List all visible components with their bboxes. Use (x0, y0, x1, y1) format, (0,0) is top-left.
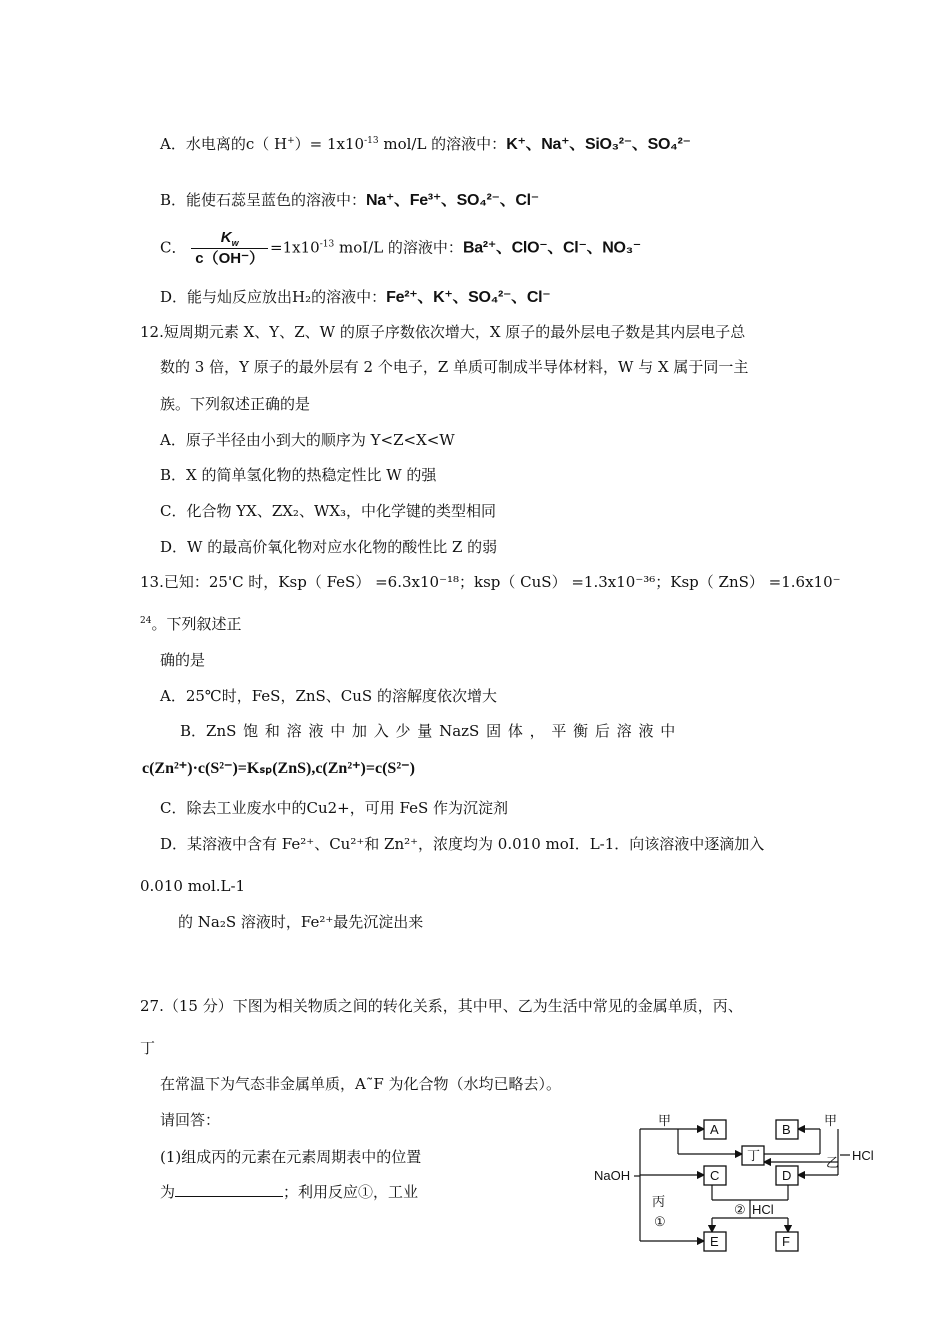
q11-c-ions: Ba²⁺、ClO⁻、Cl⁻、NO₃⁻ (462, 239, 641, 257)
q13-option-b-formula: c(Zn²⁺)·c(S²⁻)=Kₛₚ(ZnS),c(Zn²⁺)=c(S²⁻) (142, 760, 415, 777)
box-b-label: B (782, 1122, 791, 1137)
box-a-label: A (710, 1122, 719, 1137)
q12-stem-line1: 12.短周期元素 X、Y、Z、W 的原子序数依次增大，X 原子的最外层电子数是其内层电子总 (140, 323, 746, 341)
q13-option-a: A．25℃时，FeS，ZnS、CuS 的溶解度依次增大 (160, 687, 497, 705)
q13-option-b-line1: B．ZnS 饱 和 溶 液 中 加 入 少 量 NazS 固 体 ， 平 衡 后 溶 液 中 (180, 722, 676, 740)
bing-label: 丙 (652, 1194, 666, 1209)
q11-a-exp: -13 (364, 136, 379, 146)
q12-option-b: B．X 的简单氢化物的热稳定性比 W 的强 (160, 466, 437, 484)
q11-a-mid: ）= 1x10 (294, 135, 365, 153)
q11-b-text: B．能使石蕊呈蓝色的溶液中： (160, 191, 367, 209)
q11-a-ions: K⁺、Na⁺、SiO₃²⁻、SO₄²⁻ (506, 136, 691, 153)
answer-blank[interactable] (175, 1182, 283, 1197)
kw-numerator: $K_w$ (191, 228, 268, 249)
q11-c-label: C． (160, 238, 187, 257)
q27-sub1-pre: 为 (160, 1183, 176, 1201)
circle-2-label: ② (734, 1202, 746, 1217)
q11-option-a: A．水电离的c（ $H^+)= 1x10^{-13}$ mol/L 的溶液中：K⁺、Na⁺、SiO₃²⁻、SO₄²⁻ (160, 135, 691, 153)
kw-denominator: c（OH⁻） (195, 250, 265, 267)
hcl-right-label: HCl (852, 1148, 874, 1163)
ding-label: 丁 (747, 1148, 761, 1163)
box-d-label: D (782, 1168, 792, 1183)
q12-option-a: A．原子半径由小到大的顺序为 Y<Z<X<W (160, 431, 455, 449)
box-c-label: C (710, 1168, 720, 1183)
box-f-label: F (782, 1234, 790, 1249)
box-e-label: E (710, 1234, 719, 1249)
conversion-diagram (588, 1112, 888, 1262)
q27-sub1-line2 (160, 1182, 418, 1202)
q13-option-d-line1: D．某溶液中含有 Fe²⁺、Cu²⁺和 Zn²⁺，浓度均为 0.010 moI．L-1．向该溶液中逐滴加入 (160, 835, 765, 853)
q12-option-c: C．化合物 YX、ZX₂、WX₃，中化学键的类型相同 (160, 502, 497, 520)
q11-option-c (160, 228, 641, 269)
q13-stem-line3: 确的是 (160, 651, 206, 669)
q12-stem-line3: 族。下列叙述正确的是 (160, 395, 311, 413)
q12-stem-line2: 数的 3 倍，Y 原子的最外层有 2 个电子，Z 单质可制成半导体材料，W 与 X 属于同一主 (160, 358, 749, 376)
circle-1-label: ① (654, 1214, 666, 1229)
q11-a-suffix: mol/L 的溶液中： (378, 135, 507, 153)
q27-sub1-line1: (1)组成丙的元素在元素周期表中的位置 (160, 1148, 422, 1166)
q11-c-exp: -13 (319, 239, 335, 250)
yi-label: 乙 (826, 1155, 840, 1170)
q27-sub1-post: ；利用反应①，工业 (283, 1183, 419, 1201)
q27-stem-line1: 27.（15 分）下图为相关物质之间的转化关系，其中甲、乙为生活中常见的金属单质，丙、 (140, 997, 743, 1015)
q12-option-d: D．W 的最高价氧化物对应水化物的酸性比 Z 的弱 (160, 538, 498, 556)
jia-label-right: 甲 (824, 1113, 838, 1128)
q27-prompt: 请回答： (160, 1111, 221, 1129)
q13-stem2-text: 。下列叙述正 (151, 615, 242, 633)
q27-stem-line2: 丁 (140, 1039, 156, 1057)
q13-stem2-exp: 24 (140, 616, 152, 626)
q11-c-mid: =1x10 (270, 238, 320, 257)
naoh-label: NaOH (594, 1168, 631, 1183)
q11-option-d (160, 287, 550, 308)
q11-d-text: D．能与灿反应放出H₂的溶液中： (160, 288, 387, 306)
q27-stem-line3: 在常温下为气态非金属单质，A˜F 为化合物（水均已略去）。 (160, 1075, 562, 1093)
jia-label-left: 甲 (658, 1113, 672, 1128)
q13-option-c: C．除去工业废水中的Cu2+，可用 FeS 作为沉淀剂 (160, 799, 509, 817)
q11-c-suffix: moI/L 的溶液中： (334, 238, 463, 257)
kw-fraction (191, 228, 268, 269)
q13-stem-line1: 13.已知：25'C 时，Ksp（ FeS） =6.3x10⁻¹⁸；ksp（ CuS） =1.3x10⁻³⁶；Ksp（ ZnS） =1.6x10⁻ (140, 573, 841, 591)
hcl-mid-label: HCl (752, 1202, 774, 1217)
q11-a-prefix: A．水电离的c（ H (160, 135, 288, 153)
q13-stem-line2 (140, 614, 241, 634)
q11-b-ions: Na⁺、Fe³⁺、SO₄²⁻、Cl⁻ (366, 192, 539, 209)
q11-option-b (160, 190, 539, 211)
q11-d-ions: Fe²⁺、K⁺、SO₄²⁻、Cl⁻ (386, 289, 551, 306)
q13-option-d-line3: 的 Na₂S 溶液时，Fe²⁺最先沉淀出来 (178, 913, 424, 931)
q13-option-d-line2: 0.010 mol.L-1 (140, 877, 246, 895)
